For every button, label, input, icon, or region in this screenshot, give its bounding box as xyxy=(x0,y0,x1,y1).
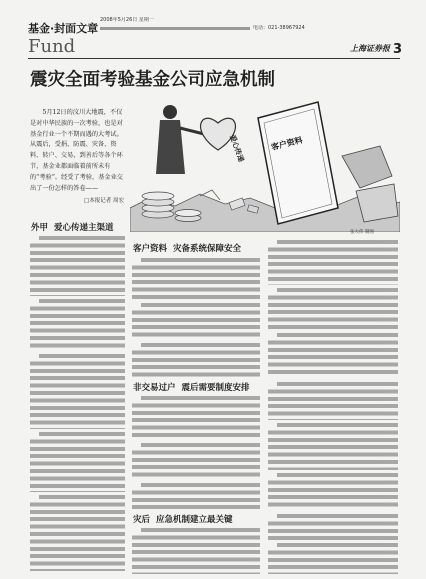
section-title: 基金·封面文章 xyxy=(28,22,99,35)
body-text-block xyxy=(268,333,398,377)
byline: □本报记者 周宏 xyxy=(84,198,124,204)
person-figure xyxy=(156,105,204,174)
editor-credits-texture xyxy=(100,27,250,30)
body-text-block xyxy=(30,299,125,351)
body-text-block xyxy=(132,443,260,480)
illustration-credit: 张大伟 制图 xyxy=(350,230,374,235)
section-heading-prefix: 非交易过户 xyxy=(133,383,176,393)
signboard-label: 客户资料 xyxy=(270,135,304,152)
illustration xyxy=(130,96,400,232)
issue-date: 2008年5月26日 星期一 xyxy=(100,17,154,23)
headline: 震灾全面考验基金公司应急机制 xyxy=(30,70,275,90)
section-heading-donation xyxy=(31,221,114,233)
body-text-block xyxy=(268,240,398,285)
contact-phone: 电话：021-38967924 xyxy=(253,25,305,31)
section-heading-prefix: 外甲 xyxy=(31,223,49,233)
body-text-block xyxy=(268,382,398,420)
body-text-block xyxy=(132,258,260,300)
section-title-english: Fund xyxy=(28,36,76,57)
body-text-block xyxy=(132,343,260,377)
section-heading-title: 应急机制建立最关键 xyxy=(156,515,233,525)
body-text-block xyxy=(30,236,125,296)
section-heading-title: 震后需要制度安排 xyxy=(181,383,250,393)
heart-label: 爱心传递 xyxy=(228,133,246,163)
body-text-block xyxy=(132,528,260,574)
newspaper-logo: 上海证券报 xyxy=(350,43,390,53)
masthead-rule xyxy=(28,58,400,59)
body-text-block xyxy=(30,495,125,571)
page-number: 3 xyxy=(393,42,403,57)
body-text-block xyxy=(268,423,398,470)
body-text-block xyxy=(268,288,398,330)
editor-contact-line xyxy=(100,25,330,31)
section-heading-non-trade-transfer xyxy=(133,381,250,393)
section-heading-title: 爱心传递主渠道 xyxy=(54,223,114,233)
body-text-block xyxy=(268,473,398,510)
section-heading-emergency-mechanism xyxy=(133,513,233,525)
body-text-block xyxy=(30,432,125,492)
heart-shape xyxy=(201,118,236,150)
section-heading-client-data xyxy=(133,242,241,254)
body-text-block xyxy=(132,303,260,340)
body-text-block xyxy=(132,396,260,440)
body-text-block xyxy=(268,514,398,540)
section-heading-prefix: 灾后 xyxy=(133,515,151,525)
body-text-block xyxy=(268,543,398,574)
section-heading-prefix: 客户资料 xyxy=(133,244,168,254)
lead-paragraph: 5月12日的汶川大地震，不仅是对中华民族的一次考验，也是对基金行业一个不期而遇的大考试。从震后，受捐、防震、灾备、资料、转户、交易，到善后等各个环节，基金业都面临着前所未有的“考验”。经受了考验，基金业交出了一份怎样的答卷—— xyxy=(30,109,123,192)
body-text-block xyxy=(30,354,125,429)
section-heading-title: 灾备系统保障安全 xyxy=(173,244,242,254)
body-text-block xyxy=(132,483,260,510)
